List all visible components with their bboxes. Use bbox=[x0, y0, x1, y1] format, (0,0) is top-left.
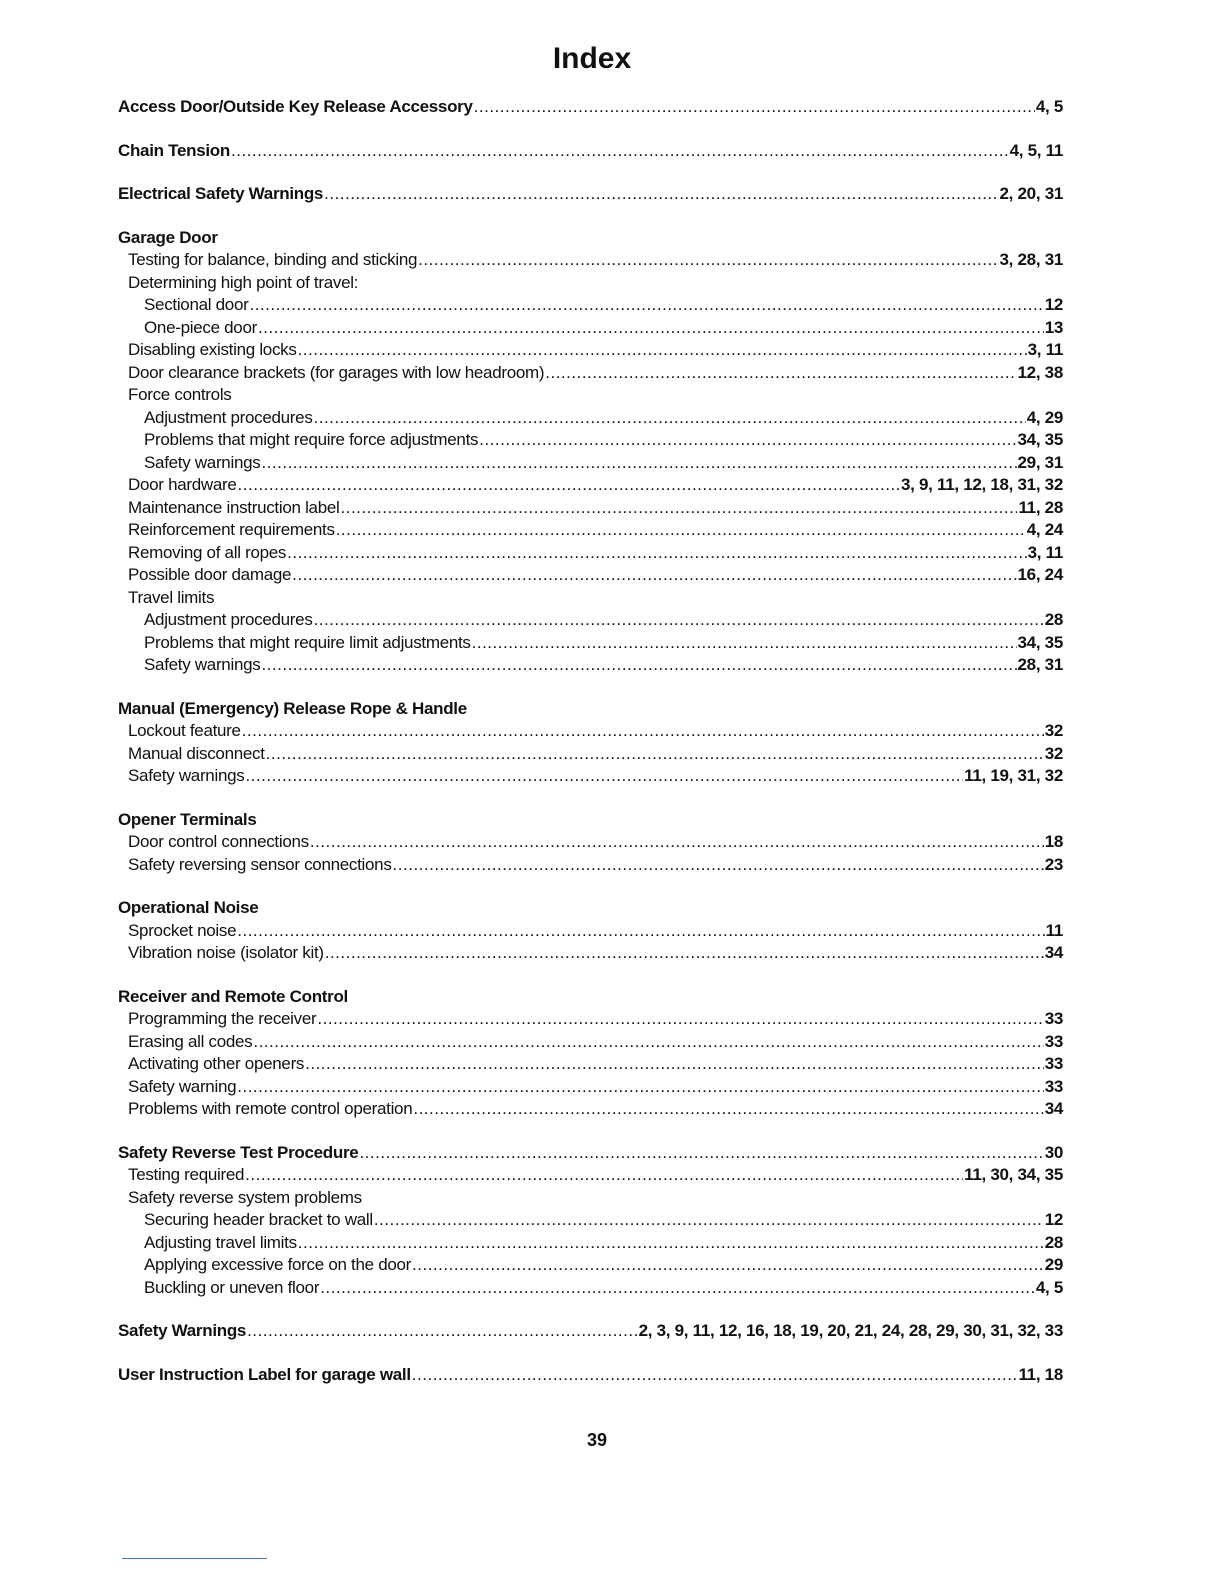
index-group-receiver-remote bbox=[118, 986, 1063, 1121]
entry-label: Safety warnings bbox=[144, 452, 261, 472]
index-entry bbox=[118, 609, 1063, 632]
entry-label: Maintenance instruction label bbox=[128, 497, 340, 517]
entry-label: Safety warning bbox=[128, 1076, 237, 1096]
index-entry bbox=[118, 339, 1063, 362]
index-entry bbox=[118, 654, 1063, 677]
subheading-label: Determining high point of travel: bbox=[128, 272, 359, 292]
index-entry bbox=[118, 942, 1063, 965]
entry-pages: 4, 29 bbox=[1026, 407, 1063, 427]
index-group-garage-door bbox=[118, 227, 1063, 677]
index-group bbox=[118, 1320, 1063, 1343]
index-heading bbox=[118, 698, 1063, 721]
entry-pages: 12 bbox=[1044, 295, 1063, 314]
entry-label: Door clearance brackets (for garages with low headroom) bbox=[128, 362, 545, 382]
entry-label: Safety warnings bbox=[128, 766, 245, 785]
index-heading bbox=[118, 809, 1063, 832]
entry-pages: 33 bbox=[1044, 1031, 1063, 1051]
index-entry bbox=[118, 183, 1063, 206]
index-entry bbox=[118, 542, 1063, 565]
index-subheading bbox=[118, 384, 1063, 407]
index-subheading bbox=[118, 1187, 1063, 1210]
entry-pages: 4, 5 bbox=[1035, 97, 1063, 116]
index-entry bbox=[118, 474, 1063, 497]
index-group-operational-noise bbox=[118, 897, 1063, 965]
entry-pages: 34 bbox=[1044, 943, 1063, 962]
index-group-safety-reverse bbox=[118, 1142, 1063, 1300]
index-entry bbox=[118, 407, 1063, 430]
index-entry bbox=[118, 1364, 1063, 1387]
entry-label: Sectional door bbox=[144, 295, 249, 314]
entry-label: Applying excessive force on the door bbox=[144, 1255, 412, 1274]
entry-pages: 28, 31 bbox=[1017, 655, 1063, 674]
entry-label: Reinforcement requirements bbox=[128, 520, 335, 539]
index-entry bbox=[118, 1232, 1063, 1255]
entry-label: Securing header bracket to wall bbox=[144, 1210, 373, 1229]
index-entry bbox=[118, 1277, 1063, 1300]
entry-pages: 11, 28 bbox=[1018, 497, 1063, 517]
index-group-manual-release bbox=[118, 698, 1063, 788]
index-subheading bbox=[118, 272, 1063, 295]
entry-pages: 4, 5 bbox=[1035, 1277, 1063, 1297]
index-entry bbox=[118, 497, 1063, 520]
entry-pages: 29 bbox=[1044, 1255, 1063, 1274]
index-entry bbox=[118, 519, 1063, 542]
entry-pages: 12 bbox=[1044, 1210, 1063, 1229]
entry-label: Door control connections bbox=[128, 832, 309, 851]
entry-pages: 28 bbox=[1044, 1232, 1063, 1252]
entry-label: Manual disconnect bbox=[128, 743, 265, 763]
entry-label: Adjusting travel limits bbox=[144, 1232, 297, 1252]
index-entry bbox=[118, 632, 1063, 655]
entry-label: Problems with remote control operation bbox=[128, 1099, 413, 1118]
entry-pages: 29, 31 bbox=[1017, 452, 1063, 472]
entry-label: Door hardware bbox=[128, 475, 237, 494]
entry-label: Sprocket noise bbox=[128, 920, 237, 940]
index-group bbox=[118, 1364, 1063, 1387]
entry-pages: 11, 18 bbox=[1018, 1364, 1063, 1384]
index-list bbox=[118, 96, 1063, 1407]
entry-label: Erasing all codes bbox=[128, 1031, 253, 1051]
entry-pages: 4, 5, 11 bbox=[1009, 140, 1063, 160]
subheading-label: Travel limits bbox=[128, 587, 215, 607]
entry-label: User Instruction Label for garage wall bbox=[118, 1364, 411, 1384]
entry-label: Access Door/Outside Key Release Accessory bbox=[118, 97, 473, 116]
entry-label: One-piece door bbox=[144, 317, 257, 337]
subheading-label: Safety reverse system problems bbox=[128, 1187, 362, 1207]
index-entry bbox=[118, 1008, 1063, 1031]
heading-label: Opener Terminals bbox=[118, 809, 257, 829]
entry-label: Testing required bbox=[128, 1165, 245, 1184]
entry-pages: 11, 19, 31, 32 bbox=[964, 766, 1063, 785]
index-entry bbox=[118, 249, 1063, 272]
index-entry bbox=[118, 1254, 1063, 1277]
entry-label: Buckling or uneven floor bbox=[144, 1277, 320, 1297]
entry-label: Activating other openers bbox=[128, 1054, 305, 1073]
index-entry bbox=[118, 1053, 1063, 1076]
entry-pages: 11, 30, 34, 35 bbox=[964, 1165, 1063, 1184]
entry-label: Adjustment procedures bbox=[144, 610, 313, 629]
index-heading bbox=[118, 227, 1063, 250]
entry-label: Programming the receiver bbox=[128, 1009, 317, 1028]
entry-pages: 34 bbox=[1044, 1099, 1063, 1118]
index-entry bbox=[118, 1142, 1063, 1165]
entry-pages: 33 bbox=[1044, 1054, 1063, 1073]
entry-pages: 3, 9, 11, 12, 18, 31, 32 bbox=[901, 475, 1063, 494]
index-entry bbox=[118, 1031, 1063, 1054]
entry-pages: 13 bbox=[1044, 317, 1063, 337]
index-entry bbox=[118, 294, 1063, 317]
index-entry bbox=[118, 1098, 1063, 1121]
entry-pages: 2, 20, 31 bbox=[999, 184, 1063, 203]
entry-label: Safety Reverse Test Procedure bbox=[118, 1142, 359, 1162]
entry-label: Safety Warnings bbox=[118, 1321, 247, 1340]
index-entry bbox=[118, 96, 1063, 119]
entry-label: Adjustment procedures bbox=[144, 407, 313, 427]
index-entry bbox=[118, 1209, 1063, 1232]
entry-label: Chain Tension bbox=[118, 140, 230, 160]
heading-label: Manual (Emergency) Release Rope & Handle bbox=[118, 698, 467, 718]
subheading-label: Force controls bbox=[128, 385, 232, 404]
index-entry bbox=[118, 1076, 1063, 1099]
entry-pages: 2, 3, 9, 11, 12, 16, 18, 19, 20, 21, 24, 28, 29, 30, 31, 32, 33 bbox=[638, 1321, 1063, 1340]
entry-pages: 3, 28, 31 bbox=[999, 250, 1063, 269]
entry-label: Problems that might require limit adjustments bbox=[144, 632, 471, 652]
heading-label: Receiver and Remote Control bbox=[118, 986, 348, 1006]
entry-label: Safety reversing sensor connections bbox=[128, 854, 392, 874]
entry-pages: 23 bbox=[1044, 854, 1063, 874]
entry-label: Safety warnings bbox=[144, 655, 261, 674]
entry-label: Electrical Safety Warnings bbox=[118, 184, 324, 203]
entry-pages: 11 bbox=[1045, 920, 1063, 940]
index-entry bbox=[118, 920, 1063, 943]
entry-label: Disabling existing locks bbox=[128, 340, 297, 359]
entry-pages: 16, 24 bbox=[1017, 565, 1063, 584]
index-group bbox=[118, 96, 1063, 119]
entry-label: Possible door damage bbox=[128, 565, 292, 584]
entry-label: Testing for balance, binding and sticking bbox=[128, 250, 418, 269]
index-subheading bbox=[118, 587, 1063, 610]
entry-pages: 18 bbox=[1044, 832, 1063, 851]
entry-pages: 34, 35 bbox=[1017, 430, 1063, 449]
index-entry bbox=[118, 765, 1063, 788]
entry-label: Problems that might require force adjustments bbox=[144, 430, 479, 449]
index-entry bbox=[118, 1320, 1063, 1343]
index-entry bbox=[118, 317, 1063, 340]
footer-rule bbox=[122, 1558, 267, 1559]
index-entry bbox=[118, 362, 1063, 385]
entry-pages: 3, 11 bbox=[1027, 340, 1063, 359]
entry-pages: 33 bbox=[1044, 1009, 1063, 1028]
entry-pages: 34, 35 bbox=[1017, 632, 1063, 652]
index-entry bbox=[118, 140, 1063, 163]
entry-pages: 3, 11 bbox=[1027, 542, 1063, 562]
index-entry bbox=[118, 831, 1063, 854]
page-title: Index bbox=[552, 42, 632, 75]
entry-pages: 33 bbox=[1044, 1076, 1063, 1096]
heading-label: Operational Noise bbox=[118, 898, 259, 917]
entry-pages: 32 bbox=[1044, 721, 1063, 740]
page-number: 39 bbox=[586, 1430, 608, 1450]
entry-label: Removing of all ropes bbox=[128, 542, 287, 562]
index-entry bbox=[118, 1164, 1063, 1187]
entry-label: Lockout feature bbox=[128, 721, 241, 740]
entry-pages: 12, 38 bbox=[1017, 362, 1063, 382]
index-entry bbox=[118, 854, 1063, 877]
index-entry bbox=[118, 564, 1063, 587]
heading-label: Garage Door bbox=[118, 227, 218, 247]
entry-pages: 4, 24 bbox=[1026, 520, 1063, 539]
index-heading bbox=[118, 986, 1063, 1009]
index-group-opener-terminals bbox=[118, 809, 1063, 877]
entry-pages: 28 bbox=[1044, 610, 1063, 629]
index-heading bbox=[118, 897, 1063, 920]
index-group bbox=[118, 183, 1063, 206]
entry-pages: 30 bbox=[1044, 1142, 1063, 1162]
index-group bbox=[118, 140, 1063, 163]
entry-label: Vibration noise (isolator kit) bbox=[128, 943, 324, 962]
index-entry bbox=[118, 429, 1063, 452]
entry-pages: 32 bbox=[1044, 743, 1063, 763]
index-entry bbox=[118, 743, 1063, 766]
index-entry bbox=[118, 720, 1063, 743]
index-entry bbox=[118, 452, 1063, 475]
